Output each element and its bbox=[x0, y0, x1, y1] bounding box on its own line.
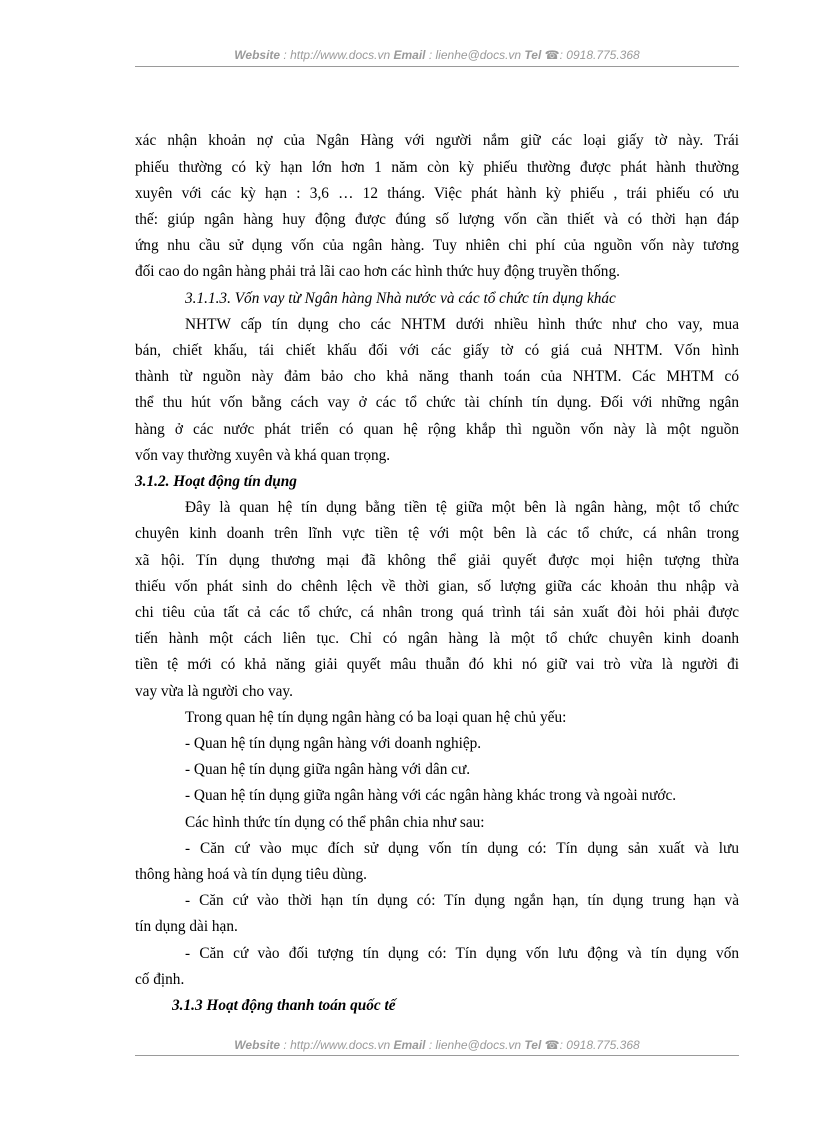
footer-email-label: Email bbox=[393, 1038, 426, 1052]
paragraph-line: vay vừa là người cho vay. bbox=[135, 683, 293, 700]
footer-tel-label: Tel bbox=[524, 1038, 542, 1052]
header-divider bbox=[135, 66, 739, 67]
phone-icon: ☎ bbox=[544, 1038, 560, 1052]
paragraph-line: xuyên với các kỳ hạn : 3,6 … 12 tháng. Việc phát hành kỳ phiếu , trái phiếu có ưu bbox=[135, 185, 739, 202]
list-item: - Căn cứ vào đối tượng tín dụng có: Tín dụng vốn lưu động và tín dụng vốn bbox=[185, 945, 739, 962]
page-header bbox=[135, 48, 739, 62]
paragraph-line: đối cao do ngân hàng phải trả lãi cao hơn các hình thức huy động truyền thống. bbox=[135, 263, 620, 280]
footer-tel-value: : 0918.775.368 bbox=[559, 1038, 640, 1052]
paragraph-line: ứng nhu cầu sử dụng vốn của ngân hàng. Tuy nhiên chi phí của nguồn vốn này tương bbox=[135, 237, 739, 254]
list-item-continuation: tín dụng dài hạn. bbox=[135, 918, 238, 935]
section-heading: 3.1.2. Hoạt động tín dụng bbox=[135, 473, 297, 490]
sub-heading: 3.1.1.3. Vốn vay từ Ngân hàng Nhà nước và các tổ chức tín dụng khác bbox=[185, 290, 616, 307]
header-tel-value: : 0918.775.368 bbox=[559, 48, 640, 62]
paragraph-line: Đây là quan hệ tín dụng bằng tiền tệ giữa một bên là ngân hàng, một tổ chức bbox=[185, 499, 739, 516]
paragraph-line: NHTW cấp tín dụng cho các NHTM dưới nhiều hình thức như cho vay, mua bbox=[185, 316, 739, 333]
list-item: - Quan hệ tín dụng ngân hàng với doanh nghiệp. bbox=[185, 735, 482, 752]
paragraph-line: thể thu hút vốn bằng cách vay ở các tổ chức tài chính tín dụng. Đối với những ngân bbox=[135, 394, 739, 411]
list-item: - Căn cứ vào mục đích sử dụng vốn tín dụng có: Tín dụng sản xuất và lưu bbox=[185, 840, 739, 857]
paragraph-line: chi tiêu của tất cả các tổ chức, cá nhân trong quá trình tái sản xuất đòi hỏi phải được bbox=[135, 604, 739, 621]
paragraph-line: xã hội. Tín dụng thương mại đã không thể giải quyết được mọi hiện tượng thừa bbox=[135, 552, 739, 569]
paragraph-line: Các hình thức tín dụng có thể phân chia như sau: bbox=[185, 814, 485, 831]
header-tel-label: Tel bbox=[524, 48, 542, 62]
page-footer bbox=[135, 1038, 739, 1052]
paragraph-line: Trong quan hệ tín dụng ngân hàng có ba loại quan hệ chủ yếu: bbox=[185, 709, 567, 726]
header-email-label: Email bbox=[393, 48, 426, 62]
paragraph-line: thành từ nguồn này đảm bảo cho khả năng thanh toán của NHTM. Các MHTM có bbox=[135, 368, 739, 385]
paragraph-line: tiền tệ mới có khả năng giải quyết mâu thuẫn đó khi nó giữ vai trò vừa là người đi bbox=[135, 656, 739, 673]
footer-email-link[interactable]: : lienhe@docs.vn bbox=[428, 1038, 522, 1052]
paragraph-line: xác nhận khoản nợ của Ngân Hàng với người nắm giữ các loại giấy tờ này. Trái bbox=[135, 132, 739, 149]
phone-icon: ☎ bbox=[544, 48, 560, 62]
paragraph-line: tiến hành một cách liên tục. Chỉ có ngân hàng là một tổ chức chuyên kinh doanh bbox=[135, 630, 739, 647]
paragraph-line: phiếu thường có kỳ hạn lớn hơn 1 năm còn kỳ phiếu thường được phát hành thường bbox=[135, 159, 739, 176]
header-email-link[interactable]: : lienhe@docs.vn bbox=[428, 48, 522, 62]
list-item: - Căn cứ vào thời hạn tín dụng có: Tín dụng ngắn hạn, tín dụng trung hạn và bbox=[185, 892, 739, 909]
footer-website-label: Website bbox=[234, 1038, 281, 1052]
paragraph-line: thế: giúp ngân hàng huy động được đúng số lượng vốn cần thiết và có thời hạn đáp bbox=[135, 211, 739, 228]
paragraph-line: thiếu vốn phát sinh do chênh lệch về thời gian, số lượng giữa các khoản thu nhập và bbox=[135, 578, 739, 595]
section-heading: 3.1.3 Hoạt động thanh toán quốc tế bbox=[172, 997, 396, 1014]
paragraph-line: vốn vay thường xuyên và khá quan trọng. bbox=[135, 447, 391, 464]
paragraph-line: chuyên kinh doanh trên lĩnh vực tiền tệ với một bên là các tổ chức, cá nhân trong bbox=[135, 525, 739, 542]
list-item: - Quan hệ tín dụng giữa ngân hàng với dân cư. bbox=[185, 761, 471, 778]
paragraph-line: bán, chiết khấu, tái chiết khấu đối với các giấy tờ có giá cuả NHTM. Vốn hình bbox=[135, 342, 739, 359]
footer-website-link[interactable]: : http://www.docs.vn bbox=[283, 1038, 391, 1052]
footer-divider bbox=[135, 1055, 739, 1056]
header-website-label: Website bbox=[234, 48, 281, 62]
paragraph-line: hàng ở các nước phát triển có quan hệ rộng khắp thì nguồn vốn này là một nguồn bbox=[135, 421, 739, 438]
list-item: - Quan hệ tín dụng giữa ngân hàng với các ngân hàng khác trong và ngoài nước. bbox=[185, 787, 677, 804]
list-item-continuation: cố định. bbox=[135, 971, 185, 988]
header-website-link[interactable]: : http://www.docs.vn bbox=[283, 48, 391, 62]
list-item-continuation: thông hàng hoá và tín dụng tiêu dùng. bbox=[135, 866, 367, 883]
